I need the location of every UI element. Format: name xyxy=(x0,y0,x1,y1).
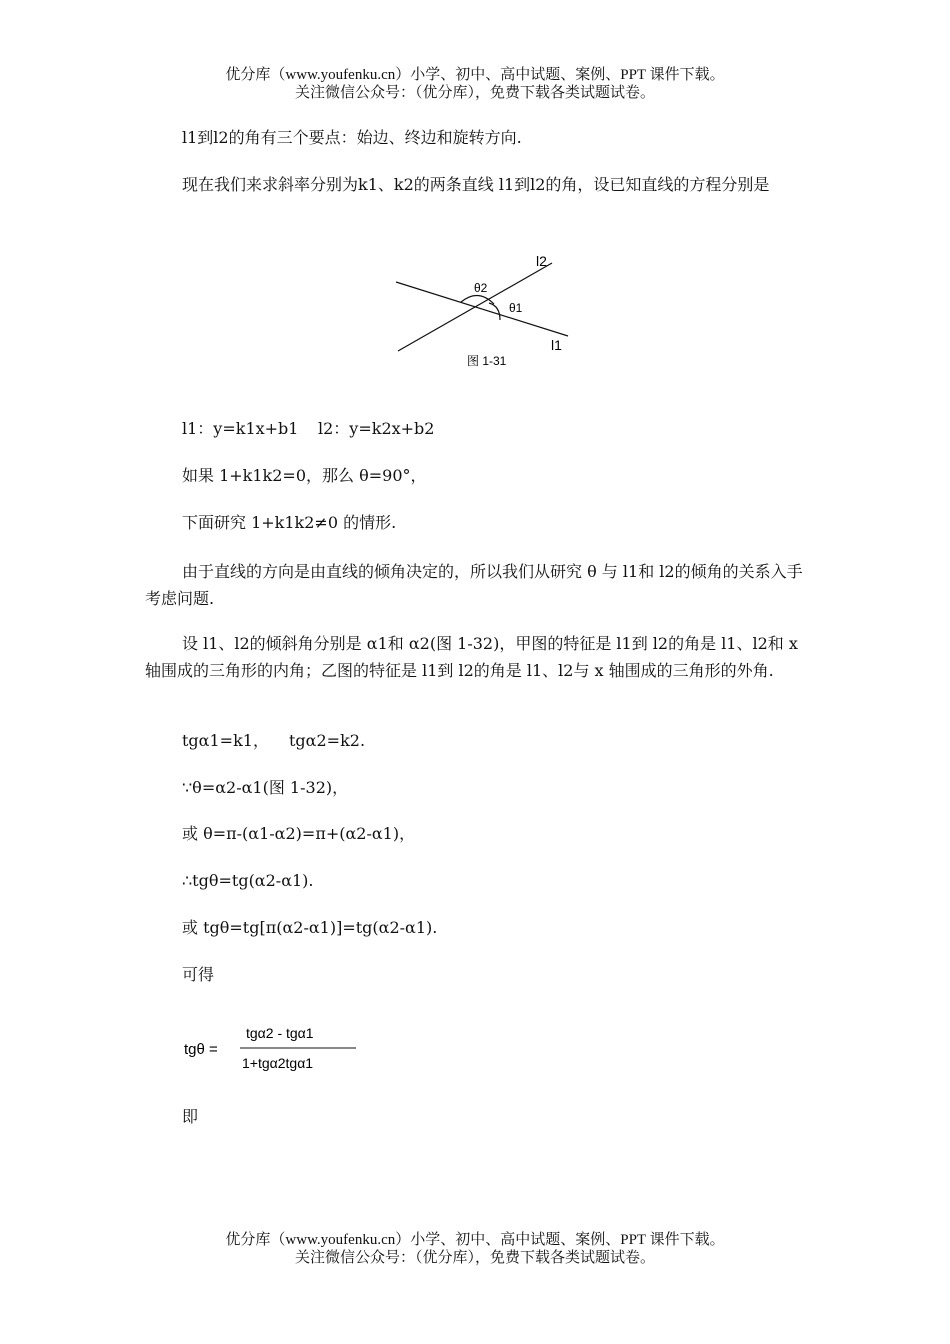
paragraph-1: l1到l2的角有三个要点：始边、终边和旋转方向. xyxy=(182,128,522,147)
tg-alpha1: tgα1=k1， xyxy=(182,731,269,750)
formula-numerator: tgα2 - tgα1 xyxy=(246,1025,314,1041)
statement-5: 可得 xyxy=(182,965,215,984)
statement-3: ∴tgθ=tg(α2-α1). xyxy=(182,871,314,890)
footer-line-2: 关注微信公众号：（优分库），免费下载各类试题试卷。 xyxy=(294,1250,655,1266)
header-line-2: 关注微信公众号：（优分库），免费下载各类试题试卷。 xyxy=(294,85,655,101)
paragraph-5: 由于直线的方向是由直线的倾角决定的，所以我们从研究 θ 与 l1和 l2的倾角的关系入手考虑问题. xyxy=(145,562,803,608)
footer-line-1: 优分库（www.youfenku.cn）小学、初中、高中试题、案例、PPT 课件下载。 xyxy=(225,1232,725,1248)
line-l2 xyxy=(398,263,552,351)
angle-diagram xyxy=(388,248,578,368)
formula-lhs: tgθ = xyxy=(184,1041,218,1058)
tan-difference-formula xyxy=(180,1018,370,1080)
paragraph-2: 现在我们来求斜率分别为k1、k2的两条直线 l1到l2的角，设已知直线的方程分别是 xyxy=(182,175,770,194)
paragraph-3: 如果 1+k1k2=0，那么 θ=90°， xyxy=(182,466,427,485)
formula-graphic xyxy=(180,1018,370,1080)
theta2-arc xyxy=(461,295,494,304)
tg-alpha2: tgα2=k2. xyxy=(289,731,366,750)
equation-l1: l1：y=k1x+b1 xyxy=(182,419,299,438)
equation-l2: l2：y=k2x+b2 xyxy=(318,419,435,438)
label-theta1: θ1 xyxy=(509,301,523,315)
paragraph-6: 设 l1、l2的倾斜角分别是 α1和 α2(图 1-32)，甲图的特征是 l1到 l2的角是 l1、l2和 x 轴围成的三角形的内角；乙图的特征是 l1到 l2的角是 l1、l2与 x 轴围成的三角形的外角. xyxy=(145,634,798,680)
label-theta2: θ2 xyxy=(474,281,488,295)
label-l2: l2 xyxy=(536,253,547,269)
statement-4: 或 tgθ=tg[π(α2-α1)]=tg(α2-α1). xyxy=(182,918,438,937)
formula-denominator: 1+tgα2tgα1 xyxy=(242,1055,314,1071)
statement-2: 或 θ=π-(α1-α2)=π+(α2-α1)， xyxy=(182,824,416,843)
statement-6: 即 xyxy=(182,1107,199,1126)
figure-caption: 图 1-31 xyxy=(467,354,507,368)
page-header xyxy=(0,66,950,102)
statement-1: ∵θ=α2-α1(图 1-32)， xyxy=(182,778,349,797)
page-footer xyxy=(0,1231,950,1267)
header-line-1: 优分库（www.youfenku.cn）小学、初中、高中试题、案例、PPT 课件下载。 xyxy=(225,67,725,83)
figure-1-31 xyxy=(388,248,578,372)
paragraph-4: 下面研究 1+k1k2≠0 的情形. xyxy=(182,513,397,532)
label-l1: l1 xyxy=(551,337,562,353)
